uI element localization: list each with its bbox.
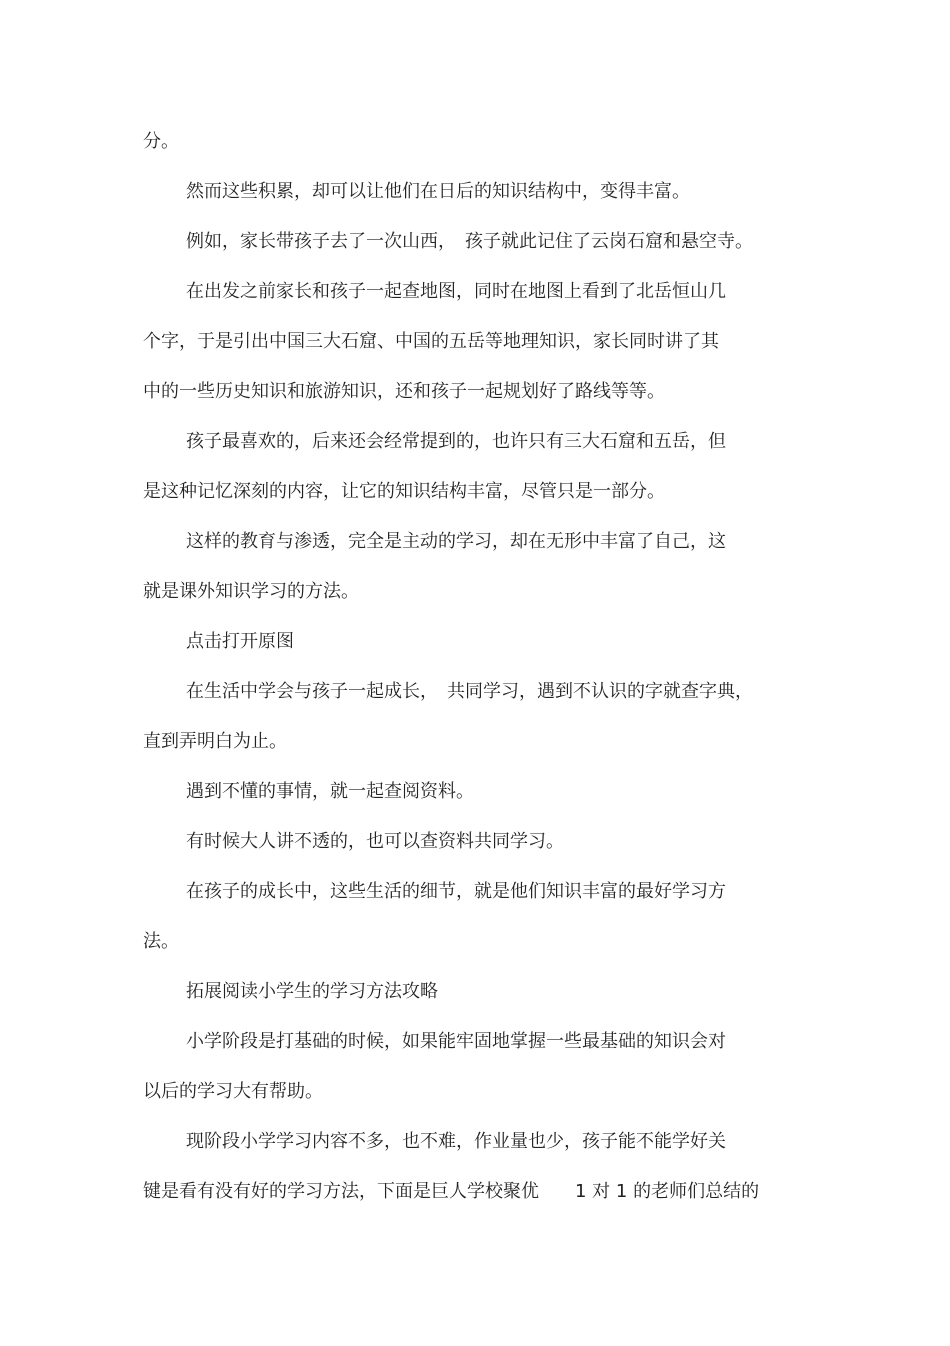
text-line: 分。 <box>143 131 179 152</box>
text-line: 在生活中学会与孩子一起成长， 共同学习，遇到不认识的字就查字典， <box>186 681 753 702</box>
text-line: 在出发之前家长和孩子一起查地图，同时在地图上看到了北岳恒山几 <box>186 281 726 302</box>
text-line: 中的一些历史知识和旅游知识，还和孩子一起规划好了路线等等。 <box>143 381 665 402</box>
text-line: 就是课外知识学习的方法。 <box>143 581 359 602</box>
text-line: 键是看有没有好的学习方法，下面是巨人学校聚优 1 对 1 的老师们总结的 <box>143 1181 760 1202</box>
text-line: 现阶段小学学习内容不多，也不难，作业量也少，孩子能不能学好关 <box>186 1131 726 1152</box>
text-line: 以后的学习大有帮助。 <box>143 1081 323 1102</box>
text-line: 遇到不懂的事情，就一起查阅资料。 <box>186 781 474 802</box>
text-line: 例如，家长带孩子去了一次山西， 孩子就此记住了云岗石窟和悬空寺。 <box>186 231 753 252</box>
text-line: 有时候大人讲不透的，也可以查资料共同学习。 <box>186 831 564 852</box>
text-line: 法。 <box>143 931 179 952</box>
section-heading: 拓展阅读小学生的学习方法攻略 <box>186 981 438 1002</box>
text-line: 这样的教育与渗透，完全是主动的学习，却在无形中丰富了自己，这 <box>186 531 726 552</box>
text-line: 孩子最喜欢的，后来还会经常提到的，也许只有三大石窟和五岳，但 <box>186 431 726 452</box>
text-line: 直到弄明白为止。 <box>143 731 287 752</box>
open-original-image-link[interactable]: 点击打开原图 <box>186 631 294 652</box>
text-line: 小学阶段是打基础的时候，如果能牢固地掌握一些最基础的知识会对 <box>186 1031 726 1052</box>
text-line: 个字，于是引出中国三大石窟、中国的五岳等地理知识，家长同时讲了其 <box>143 331 719 352</box>
text-line: 是这种记忆深刻的内容，让它的知识结构丰富，尽管只是一部分。 <box>143 481 665 502</box>
text-line: 在孩子的成长中，这些生活的细节，就是他们知识丰富的最好学习方 <box>186 881 726 902</box>
text-line: 然而这些积累，却可以让他们在日后的知识结构中，变得丰富。 <box>186 181 690 202</box>
